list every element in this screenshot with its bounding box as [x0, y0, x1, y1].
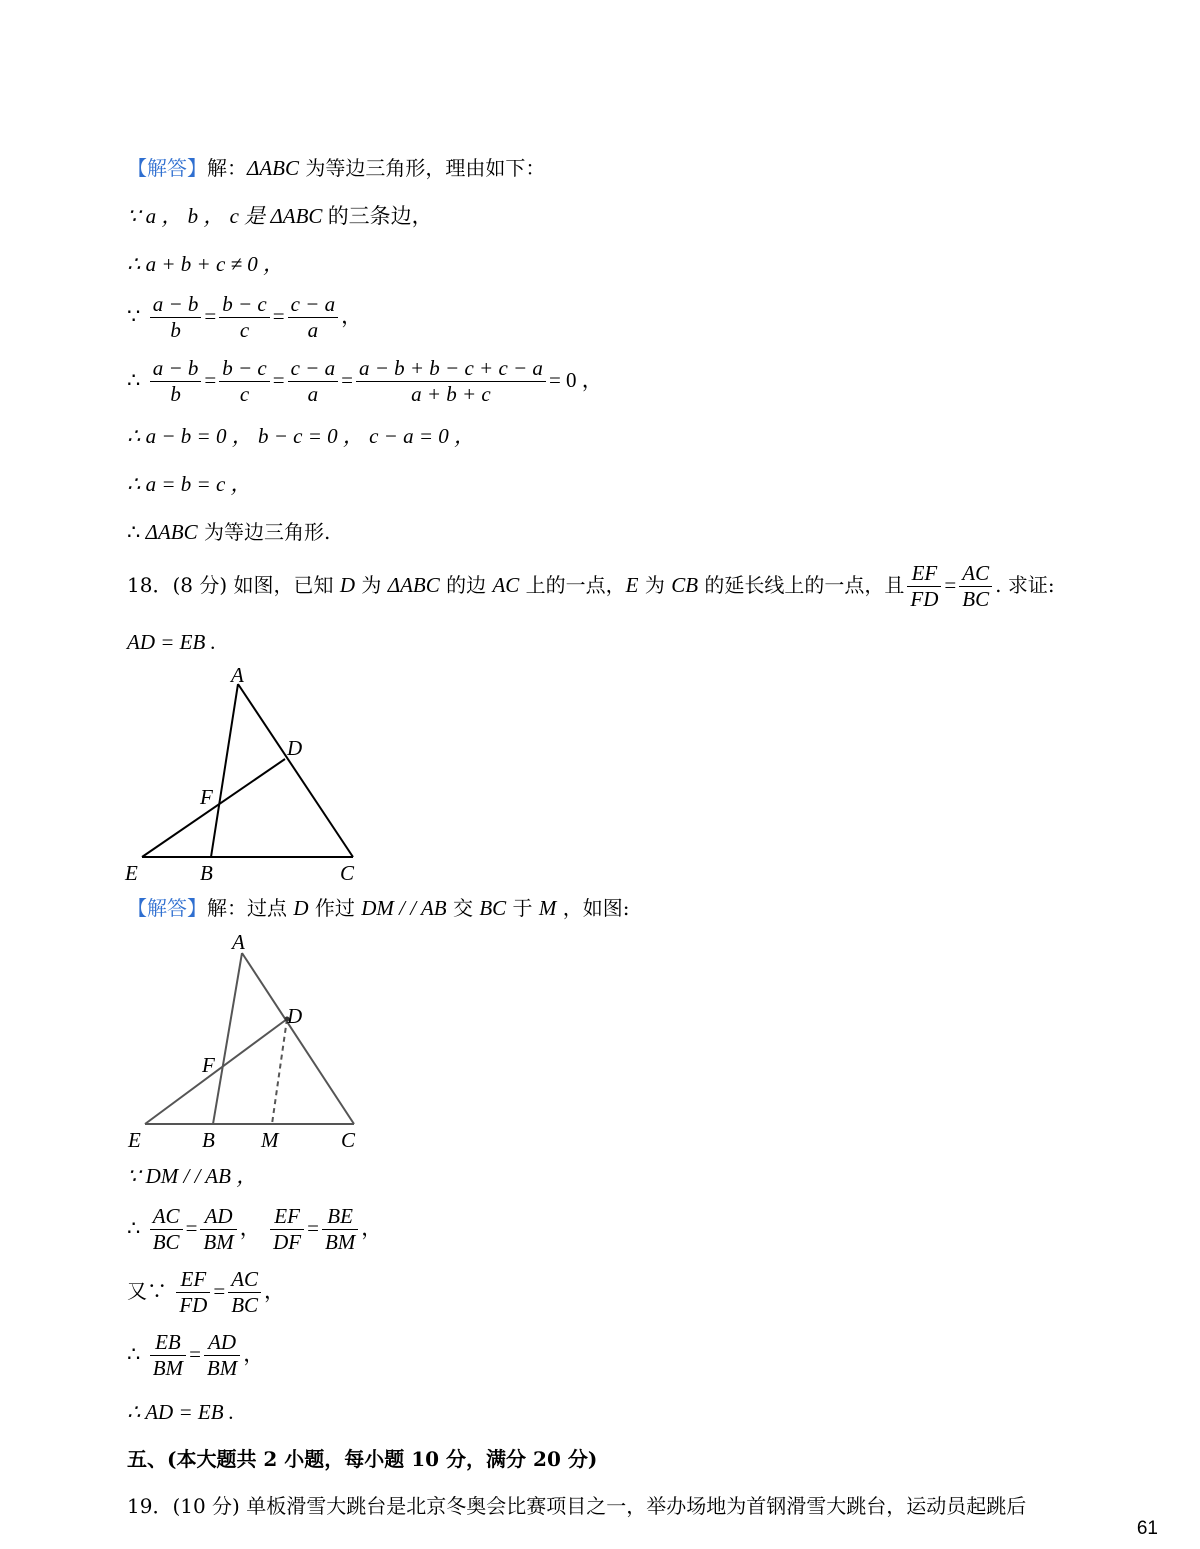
answer2-step1: ∵ DM / / AB ， — [127, 1164, 258, 1188]
label-e: E — [128, 1128, 141, 1152]
numerator: AC — [959, 561, 992, 587]
label-f: F — [202, 1053, 215, 1077]
answer-tag: 【解答】 — [127, 156, 207, 180]
segment-ab — [213, 953, 242, 1124]
answer2-text: 解：过点 — [207, 896, 294, 920]
answer1-heading — [127, 158, 545, 179]
numerator: c − a — [288, 292, 339, 318]
answer2-step2 — [127, 1204, 382, 1255]
comma: ， — [239, 1216, 261, 1240]
answer1-step6: ∴ a = b = c ， — [127, 472, 252, 496]
q18-to-prove: AD = EB . — [127, 630, 216, 654]
equals: = — [272, 304, 285, 328]
label-f: F — [200, 785, 213, 809]
fraction — [150, 1204, 183, 1255]
denominator: a — [307, 318, 319, 342]
equals: = — [341, 368, 353, 392]
denominator: BC — [231, 1293, 259, 1317]
answer1-step3 — [127, 292, 362, 343]
triangle-abc: ΔABC — [145, 520, 198, 544]
fraction — [228, 1267, 261, 1318]
fraction — [150, 1330, 186, 1381]
point-m: M — [538, 896, 557, 920]
denominator: c — [239, 382, 250, 406]
numerator: a − b — [150, 356, 202, 382]
segment-bc: BC — [479, 896, 507, 920]
fraction — [200, 1204, 236, 1255]
q18-text: 上的一点， — [519, 573, 626, 597]
answer-intro: 解： — [207, 156, 247, 180]
step7-tail: 为等边三角形. — [197, 520, 331, 544]
numerator: AD — [204, 1330, 240, 1356]
numerator: b − c — [219, 292, 270, 318]
fraction — [288, 292, 339, 343]
answer1-step2: ∴ a + b + c ≠ 0 ， — [127, 252, 285, 276]
point-e: E — [625, 573, 639, 597]
answer1-step7 — [127, 522, 330, 543]
numerator: AC — [150, 1204, 183, 1230]
answer2-text: 交 — [446, 896, 480, 920]
label-e: E — [125, 861, 138, 885]
denominator: FD — [910, 587, 939, 611]
triangle-abc: ΔABC — [387, 573, 440, 597]
fraction — [204, 1330, 240, 1381]
comma: ， — [341, 304, 363, 328]
answer2-text: 于 — [506, 896, 539, 920]
answer1-step4 — [127, 356, 603, 407]
denominator: DF — [273, 1230, 302, 1254]
q18-text: 的边 — [439, 573, 493, 597]
comma: ， — [361, 1216, 383, 1240]
q18-lead: 18．(8 分) 如图，已知 — [127, 573, 340, 597]
fraction — [959, 561, 992, 612]
question-19: 19．(10 分) 单板滑雪大跳台是北京冬奥会比赛项目之一，举办场地为首钢滑雪大跳台，运动员起跳后 — [127, 1494, 1027, 1518]
equals: = — [204, 304, 217, 328]
denominator: a + b + c — [411, 382, 491, 406]
answer2-heading — [127, 898, 630, 919]
numerator: AD — [200, 1204, 236, 1230]
fraction — [322, 1204, 358, 1255]
also-because: 又∵ — [127, 1279, 167, 1303]
q18-text: 的延长线上的一点，且 — [698, 573, 905, 597]
answer1-step1 — [127, 206, 433, 227]
numerator: EF — [270, 1204, 304, 1230]
segment-ac — [238, 684, 353, 857]
label-m: M — [261, 1128, 279, 1152]
denominator: BM — [152, 1356, 184, 1380]
denominator: BM — [206, 1356, 238, 1380]
therefore-symbol: ∴ — [127, 520, 146, 544]
numerator: EF — [176, 1267, 210, 1293]
label-d: D — [287, 1004, 303, 1028]
segment-cb: CB — [671, 573, 699, 597]
q18-tail: . 求证: — [995, 573, 1055, 597]
segment-dm-dashed — [272, 1019, 287, 1124]
therefore-symbol: ∴ — [127, 1342, 141, 1366]
segment-ac: AC — [492, 573, 520, 597]
fraction — [288, 356, 339, 407]
numerator: a − b + b − c + c − a — [356, 356, 546, 382]
denominator: a — [307, 382, 319, 406]
equals: = — [272, 368, 285, 392]
triangle-figure-1 — [120, 662, 370, 887]
equals: = — [189, 1342, 201, 1366]
comma: ， — [264, 1279, 286, 1303]
equals: = — [307, 1216, 319, 1240]
section-5-heading: 五、(本大题共 2 小题，每小题 10 分，满分 20 分) — [127, 1447, 598, 1471]
equals: = — [204, 368, 217, 392]
comma: ， — [243, 1342, 265, 1366]
therefore-symbol: ∴ — [127, 368, 141, 392]
equals: = — [213, 1279, 226, 1303]
triangle-abc: ΔABC — [270, 204, 323, 228]
therefore-symbol: ∴ — [127, 1216, 141, 1240]
numerator: EB — [150, 1330, 186, 1356]
equals-zero: = 0 ， — [548, 368, 603, 392]
page-number: 61 — [1136, 1518, 1158, 1539]
step1-text: ∵ a ， b ， c 是 — [127, 204, 271, 228]
denominator: c — [239, 318, 250, 342]
numerator: c − a — [288, 356, 339, 382]
label-a: A — [231, 663, 244, 687]
label-c: C — [341, 1128, 356, 1152]
denominator: b — [170, 318, 181, 342]
segment-ab — [211, 684, 238, 857]
point-d: D — [339, 573, 356, 597]
fraction — [270, 1204, 304, 1255]
fraction — [150, 292, 202, 343]
label-b: B — [202, 1128, 215, 1152]
point-d: D — [293, 896, 309, 920]
answer2-step5: ∴ AD = EB . — [127, 1400, 235, 1424]
denominator: BC — [962, 587, 990, 611]
numerator: a − b — [150, 292, 202, 318]
answer1-step5: ∴ a − b = 0 ， b − c = 0 ， c − a = 0 ， — [127, 424, 476, 448]
triangle-abc: ΔABC — [247, 156, 299, 180]
because-symbol: ∵ — [127, 304, 141, 328]
triangle-figure-2 — [120, 925, 370, 1155]
parallel-statement: DM / / AB — [361, 896, 447, 920]
denominator: b — [170, 382, 181, 406]
answer2-step3 — [127, 1267, 285, 1318]
denominator: BM — [203, 1230, 234, 1254]
fraction — [219, 292, 270, 343]
step1-tail: 的三条边， — [322, 204, 433, 228]
answer2-step4 — [127, 1330, 264, 1381]
fraction — [176, 1267, 210, 1318]
segment-ac — [242, 953, 354, 1124]
numerator: EF — [907, 561, 941, 587]
answer-intro-rest: 为等边三角形，理由如下： — [299, 156, 546, 180]
denominator: BC — [152, 1230, 180, 1254]
denominator: BM — [324, 1230, 356, 1254]
answer2-text: 作过 — [308, 896, 362, 920]
denominator: FD — [179, 1293, 208, 1317]
fraction — [907, 561, 941, 612]
numerator: b − c — [219, 356, 270, 382]
label-d: D — [287, 736, 303, 760]
question-18: 18．(8 分) 如图，已知 D 为 ΔABC 的边 AC 上的一点，E 为 CB 的延长线上的一点，且 $\frac{EF}{FD}$ = $\frac{AC}{BC}$ . 求证: — [127, 561, 1055, 611]
equals: = — [185, 1216, 198, 1240]
fraction — [219, 356, 270, 407]
answer-tag: 【解答】 — [127, 896, 207, 920]
q18-text: 为 — [355, 573, 388, 597]
label-b: B — [200, 861, 213, 885]
label-a: A — [232, 930, 245, 954]
numerator: AC — [228, 1267, 261, 1293]
fraction — [356, 356, 546, 407]
fraction — [150, 356, 202, 407]
numerator: BE — [322, 1204, 358, 1230]
q18-text: 为 — [638, 573, 672, 597]
label-c: C — [340, 861, 355, 885]
answer2-text: ，如图: — [556, 896, 630, 920]
